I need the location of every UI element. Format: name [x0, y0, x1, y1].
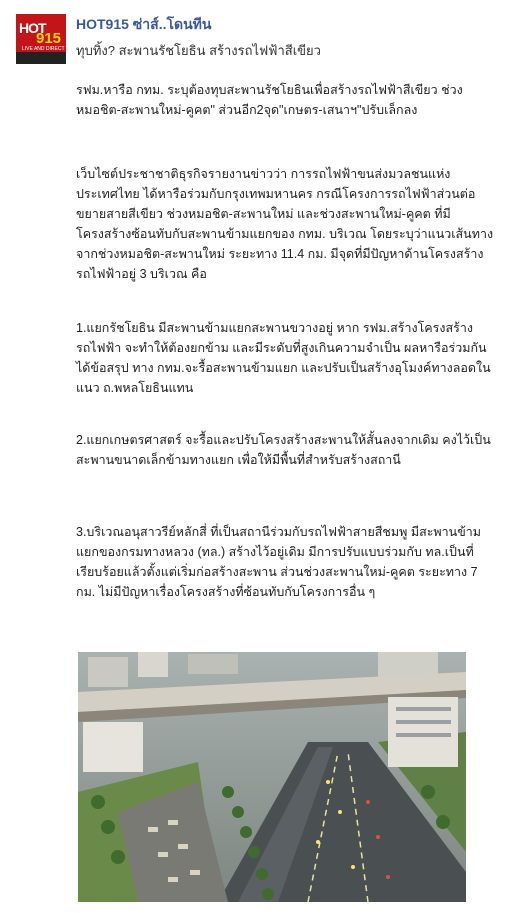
avatar-tagline: LIVE AND DIRECT	[22, 46, 65, 52]
avatar-strip	[16, 52, 66, 64]
post-photo[interactable]	[78, 652, 466, 902]
avatar-logo-number: 915	[36, 30, 62, 47]
post-author-link[interactable]: HOT915 ซ่าส์..โดนทีน	[76, 16, 212, 32]
post-paragraph-1: รฟม.หารือ กทม. ระบุต้องทุบสะพานรัชโยธินเพื่อสร้างรถไฟฟ้าสีเขียว ช่วง หมอชิต-สะพานใหม่-คูคต" ส่วนอีก2จุด"เกษตร-เสนาฯ"ปรับเล็กลง	[76, 83, 463, 117]
skytrain-rendering-image	[78, 652, 466, 902]
avatar-logo-hot: HOT	[19, 20, 46, 36]
post-paragraph-2: เว็บไซต์ประชาชาติธุรกิจรายงานข่าวว่า การรถไฟฟ้าขนส่งมวลชนแห่งประเทศไทย ได้หารือร่วมกับกรุงเทพมหานคร กรณีโครงการรถไฟฟ้าส่วนต่อขยายสายสีเขียว ช่วงหมอชิต-สะพานใหม่ และช่วงสะพานใหม่-คูคต ที่มีโครงสร้างซ้อนทับกับสะพานข้ามแยกของ กทม. บริเวณ โดยระบุว่าแนวเส้นทางจากช่วงหมอชิต-สะพานใหม่ ระยะทาง 11.4 กม. มีจุดที่มีปัญหาด้านโครงสร้างรถไฟฟ้าอยู่ 3 บริเวณ คือ	[76, 167, 494, 281]
post-headline: ทุบทิ้ง? สะพานรัชโยธิน สร้างรถไฟฟ้าสีเขียว	[76, 43, 321, 58]
page-avatar[interactable]	[16, 14, 66, 64]
post-paragraph-5: 3.บริเวณอนุสาวรีย์หลักสี่ ที่เป็นสถานีร่วมกับรถไฟฟ้าสายสีชมพู มีสะพานข้ามแยกของกรมทางหลวง (ทล.) สร้างไว้อยู่เดิม มีการปรับแบบร่วมกับ ทล.เป็นที่เรียบร้อยแล้วตั้งแต่เริ่มก่อสร้างสะพาน ส่วนช่วงสะพานใหม่-คูคต ระยะทาง 7 กม. ไม่มีปัญหาเรื่องโครงสร้างที่ซ้อนทับกับโครงการอื่น ๆ	[76, 525, 482, 599]
post-paragraph-4: 2.แยกเกษตรศาสตร์ จะรื้อและปรับโครงสร้างสะพานให้สั้นลงจากเดิม คงไว้เป็นสะพานขนาดเล็กข้ามทางแยก เพื่อให้มีพื้นที่สำหรับสร้างสถานี	[76, 433, 491, 467]
post-paragraph-3: 1.แยกรัชโยธิน มีสะพานข้ามแยกสะพานขวางอยู่ หาก รฟม.สร้างโครงสร้างรถไฟฟ้า จะทำให้ต้องยกข้าม และมีระดับที่สูงเกินความจำเป็น ผลหารือร่วมกันได้ข้อสรุป ทาง กทม.จะรื้อสะพานข้ามแยก และปรับเป็นสร้างอุโมงค์ทางลอดในแนว ถ.พหลโยธินแทน	[76, 321, 491, 395]
